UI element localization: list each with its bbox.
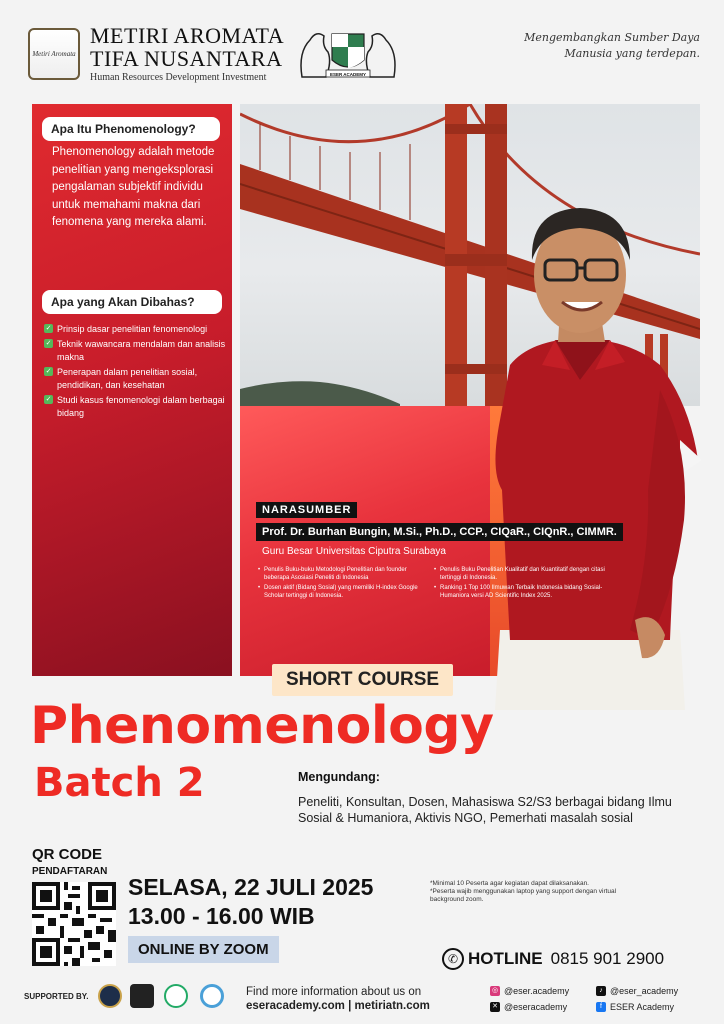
list-item: • Penulis Buku Penelitian Kualitatif dan Kuantitatif dengan citasi tertinggi di Indonesia. [434,566,624,582]
speaker-credentials-right [434,566,624,602]
heading-what-is: Apa Itu Phenomenology? [42,117,220,141]
list-item: ✓ Prinsip dasar penelitian fenomenologi [45,324,208,334]
logo-text: Metiri Aromata [32,50,76,58]
speaker-photo [470,190,710,710]
hotline-number[interactable]: 0815 901 2900 [550,949,665,968]
supporter-logo-1-icon [98,984,122,1008]
qr-label: QR CODE [32,846,103,863]
intro-text: Phenomenology adalah metode penelitian yang mengeksplorasi pengalaman subjektif individu untuk memahami makna dari fenomena yang mereka alami. [52,146,215,228]
note-min-participants: *Minimal 10 Peserta agar kegiatan dapat dilaksanakan. [430,880,589,887]
supporter-logo-2-icon [130,984,154,1008]
topics-list [44,323,230,422]
brand-name [90,24,284,70]
speaker-background [240,406,490,676]
list-item: ✓ Studi kasus fenomenologi dalam berbagai bidang [45,395,225,418]
hotline-label: HOTLINE [468,949,543,968]
facebook-icon: f [596,1002,606,1012]
facebook-link[interactable]: f ESER Academy [596,1002,674,1012]
list-item: ✓ Teknik wawancara mendalam dan analisis makna [45,339,226,362]
instagram-icon: ◎ [491,987,499,994]
speaker-title: Guru Besar Universitas Ciputra Surabaya [262,546,446,557]
x-icon: ✕ [490,1002,500,1012]
website-links[interactable]: eseracademy.com | metiriatn.com [246,1000,430,1012]
event-date: SELASA, 22 JULI 2025 [128,874,374,900]
phone-icon: ✆ [442,948,464,970]
tiktok-icon: ♪ [596,986,606,996]
supported-by-label: SUPPORTED BY. [24,992,89,1001]
check-icon: ✓ [45,368,52,375]
short-course-badge: SHORT COURSE [272,664,453,696]
invite-text: Peneliti, Konsultan, Dosen, Mahasiswa S2/S3 berbagai bidang Ilmu Sosial & Humaniora, Aktivis NGO, Pemerhati masalah sosial [298,795,672,825]
registration-qr-code[interactable] [32,882,116,966]
check-icon: ✓ [45,325,52,332]
hotline[interactable] [442,948,664,970]
note-laptop: *Peserta wajib menggunakan laptop yang support dengan virtual background zoom. [430,888,617,903]
list-item: • Dosen aktif (Bidang Sosial) yang memiliki H-index Google Scholar tertinggi di Indonesia. [258,584,428,600]
instagram-link[interactable]: ◎ @eser.academy [491,986,570,996]
check-icon: ✓ [45,396,52,403]
invite-label: Mengundang: [298,770,380,784]
list-item: • Penulis Buku-buku Metodologi Penelitian dan founder beberapa Asosiasi Peneliti di Indonesia [258,566,428,582]
list-item: ✓ Penerapan dalam penelitian sosial, pendidikan, dan kesehatan [45,367,198,390]
supporter-logo-4-icon [200,984,224,1008]
list-item: • Ranking 1 Top 100 Ilmuwan Terbaik Indonesia bidang Sosial-Humaniora versi AD Scientific Index 2025. [434,584,624,600]
speaker-credentials-left [258,566,428,602]
find-more-text: Find more information about us on [246,986,422,998]
metiri-logo [28,28,80,80]
event-time: 13.00 - 16.00 WIB [128,903,315,929]
speaker-name: Prof. Dr. Burhan Bungin, M.Si., Ph.D., CCP., CIQaR., CIQnR., CIMMR. [256,523,623,541]
notes [430,880,650,904]
eser-academy-crest [292,22,404,84]
brand-line1: METIRI AROMATA [90,23,285,48]
tagline: Mengembangkan Sumber Daya Manusia yang terdepan. [524,31,700,60]
x-link[interactable]: ✕ @eseracademy [490,1002,567,1012]
check-icon: ✓ [45,340,52,347]
brand-subtitle: Human Resources Development Investment [90,72,267,83]
heading-topics: Apa yang Akan Dibahas? [42,290,222,314]
online-zoom-badge: ONLINE BY ZOOM [128,936,279,963]
crest-text: ESER ACADEMY [329,72,367,77]
course-batch: Batch 2 [34,760,205,806]
speaker-tag: NARASUMBER [256,502,357,518]
tiktok-link[interactable]: ♪ @eser_academy [596,986,678,996]
supporter-logo-3-icon [164,984,188,1008]
course-title: Phenomenology [30,696,494,756]
brand-line2: TIFA NUSANTARA [90,46,283,71]
qr-sublabel: PENDAFTARAN [32,866,108,877]
